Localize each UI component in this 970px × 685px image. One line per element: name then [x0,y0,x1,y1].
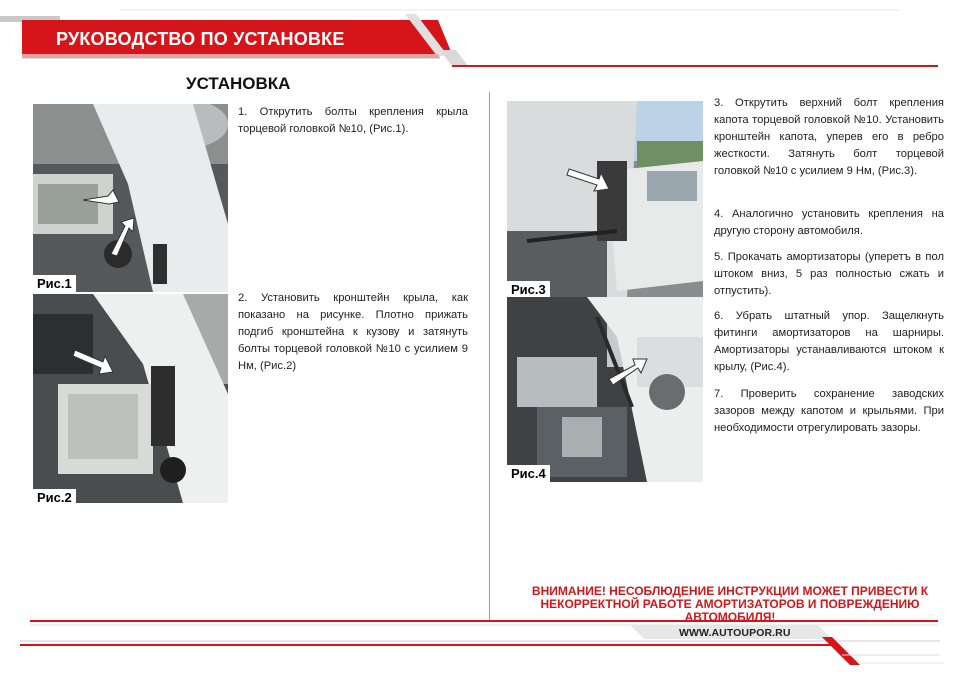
figure-4-image [507,297,703,482]
column-divider [489,92,490,622]
step-6: 6. Убрать штатный упор. Защелкнуть фитинги амортизаторов на шарниры. Амортизаторы устанавливаются штоком к крылу, (Рис.4). [714,310,944,373]
step-5: 5. Прокачать амортизаторы (уперетъ в пол штоком вниз, 5 раз полностью сжать и отпустить). [714,251,944,297]
section-title: УСТАНОВКА [186,74,291,93]
figure-4-photo [507,297,703,482]
footer-website-url[interactable]: WWW.AUTOUPOR.RU [679,627,791,639]
figure-3-image [507,101,703,298]
figure-3-photo [507,101,703,298]
figure-1-photo [33,104,228,292]
step-3: 3. Открутить верхний болт крепления капота торцевой головкой №10. Установить кронштейн капота, уперев его в ребро жесткости. Затянуть болт торцевой головкой №10 с усилием 9 Нм, (Рис.3). [714,97,944,177]
figure-1-label: Рис.1 [33,275,76,293]
figure-2-photo [33,294,228,503]
footer-banner [0,615,970,675]
warning-line-1: ВНИМАНИЕ! НЕСОБЛЮДЕНИЕ ИНСТРУКЦИИ МОЖЕТ ПРИВЕСТИ К [531,584,929,598]
step-4: 4. Аналогично установить крепления на другую сторону автомобиля. [714,208,944,237]
warning-line-2: НЕКОРРЕКТНОЙ РАБОТЕ АМОРТИЗАТОРОВ И ПОВРЕЖДЕНИЮ [540,597,920,611]
header-banner [0,0,970,75]
figure-4-label: Рис.4 [507,465,550,483]
figure-2-image [33,294,228,503]
step-2: 2. Установить кронштейн крыла, как показано на рисунке. Плотно прижать подгиб кронштейна к кузову и затянуть болты торцевой головкой №10 с усилием 9 Нм, (Рис.2) [238,292,468,372]
step-7: 7. Проверить сохранение заводских зазоров между капотом и крыльями. При необходимости отрегулировать зазоры. [714,388,944,434]
warning-line-3: АВТОМОБИЛЯ! [684,610,776,624]
figure-1-image [33,104,228,292]
footer-stripes [0,615,970,675]
figure-3-label: Рис.3 [507,281,550,299]
step-1: 1. Открутить болты крепления крыла торцевой головкой №10, (Рис.1). [238,106,468,135]
figure-2-label: Рис.2 [33,489,76,507]
header-title: РУКОВОДСТВО ПО УСТАНОВКЕ [56,29,345,49]
